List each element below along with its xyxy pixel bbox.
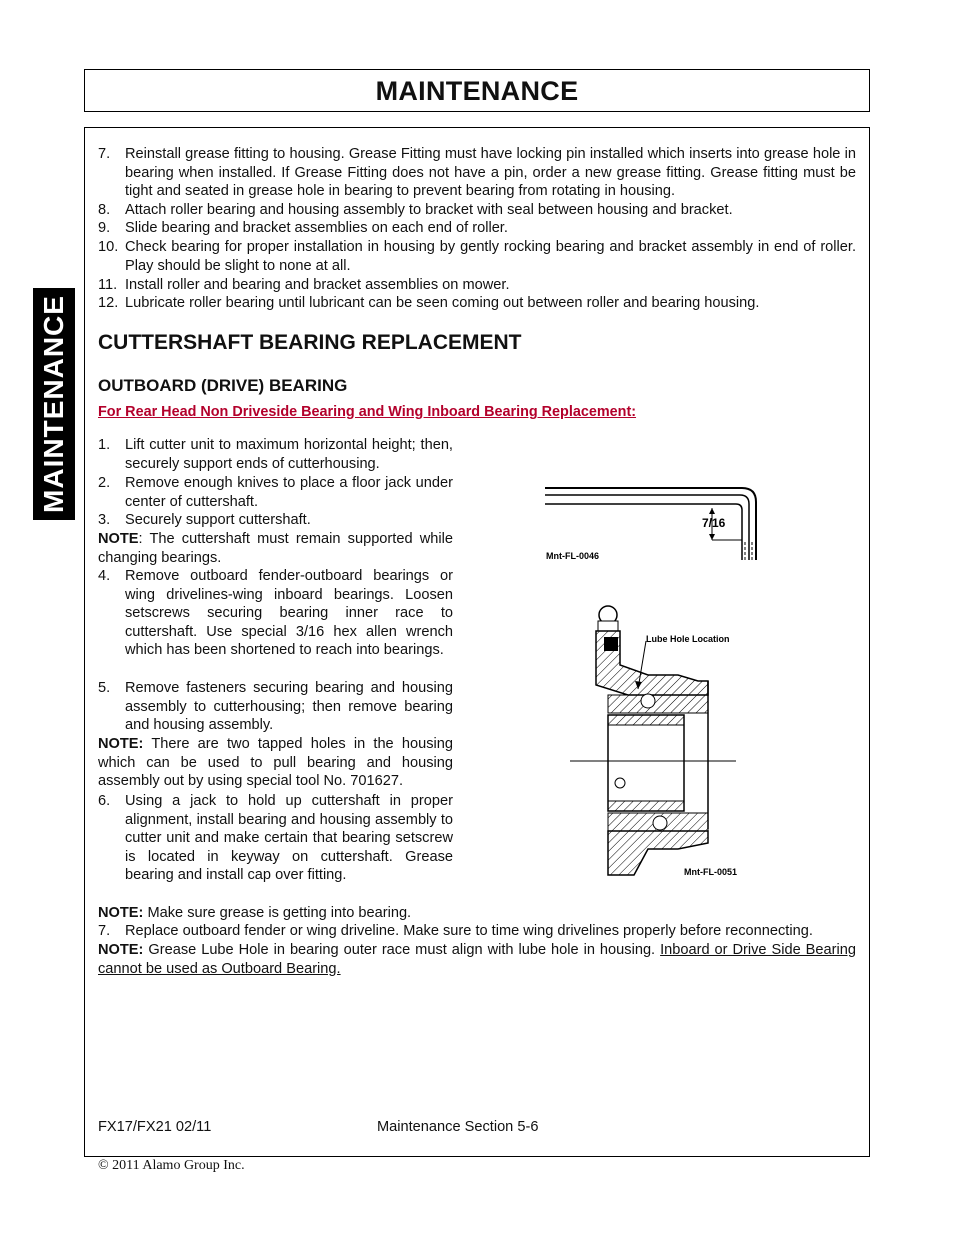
section-title: CUTTERSHAFT BEARING REPLACEMENT	[98, 331, 522, 354]
note: NOTE: Grease Lube Hole in bearing outer race must align with lube hole in housing. Inboard or Drive Side Bearing cannot be used as Outboard Bearing.	[98, 942, 856, 977]
list-item: 6. Using a jack to hold up cuttershaft in proper alignment, install bearing and housing assembly to cutter unit and make certain that bearing setscrew is located in keyway on cuttershaft. Grease bearing and install cap over fitting.	[98, 793, 453, 884]
list-item: 11. Install roller and bearing and bracket assemblies on mower.	[98, 277, 510, 293]
side-tab	[33, 288, 75, 520]
list-item: 12. Lubricate roller bearing until lubricant can be seen coming out between roller and bearing housing.	[98, 295, 760, 311]
wrench-dimension: 7/16	[702, 516, 726, 530]
list-item: 9. Slide bearing and bracket assemblies on each end of roller.	[98, 220, 508, 236]
note: NOTE: There are two tapped holes in the housing which can be used to pull bearing and housing assembly out by using special tool No. 701627.	[98, 736, 453, 790]
bearing-figure-code: Mnt-FL-0051	[684, 867, 738, 877]
note: NOTE: The cuttershaft must remain supported while changing bearings.	[98, 531, 453, 566]
red-subheading: For Rear Head Non Driveside Bearing and Wing Inboard Bearing Replacement:	[98, 404, 637, 420]
copyright: © 2011 Alamo Group Inc.	[98, 1158, 245, 1173]
list-item: 3. Securely support cuttershaft.	[98, 512, 311, 528]
footer-model: FX17/FX21 02/11	[98, 1119, 212, 1135]
list-item: 7. Replace outboard fender or wing driveline. Make sure to time wing drivelines properly before reconnecting.	[98, 923, 813, 939]
note: NOTE: Make sure grease is getting into bearing.	[98, 905, 412, 921]
list-item: 4. Remove outboard fender-outboard bearings or wing drivelines-wing inboard bearings. Loosen setscrews securing bearing inner race to cuttershaft. Use special 3/16 hex allen wrench which has been shortened to reach into bearings.	[98, 568, 453, 659]
list-item: 10. Check bearing for proper installation in housing by gently rocking bearing and bracket assembly in end of roller. Play should be slight to none at all.	[98, 239, 856, 274]
footer-section: Maintenance Section 5-6	[377, 1119, 539, 1135]
list-item: 1. Lift cutter unit to maximum horizontal height; then, securely support ends of cutterhousing.	[98, 437, 453, 472]
page-header	[84, 69, 870, 112]
hex-wrench-diagram	[540, 482, 765, 572]
wrench-figure-code: Mnt-FL-0046	[546, 551, 600, 561]
page-title: MAINTENANCE	[375, 76, 579, 106]
lube-hole-label: Lube Hole Location	[646, 634, 730, 644]
list-item: 2. Remove enough knives to place a floor jack under center of cuttershaft.	[98, 475, 453, 510]
bearing-housing-diagram	[568, 603, 753, 885]
side-tab-label: MAINTENANCE	[38, 295, 69, 513]
list-item: 7. Reinstall grease fitting to housing. Grease Fitting must have locking pin installed which inserts into grease hole in bearing when installed. If Grease Fitting does not have a pin, order a new grease fitting. Grease fitting must be tight and seated in grease hole in bearing to prevent bearing from rotating in housing.	[98, 146, 856, 200]
list-item: 5. Remove fasteners securing bearing and housing assembly to cutterhousing; then remove bearing and housing assembly.	[98, 680, 453, 734]
subsection-title: OUTBOARD (DRIVE) BEARING	[98, 376, 348, 395]
list-item: 8. Attach roller bearing and housing assembly to bracket with seal between housing and bracket.	[98, 202, 733, 218]
